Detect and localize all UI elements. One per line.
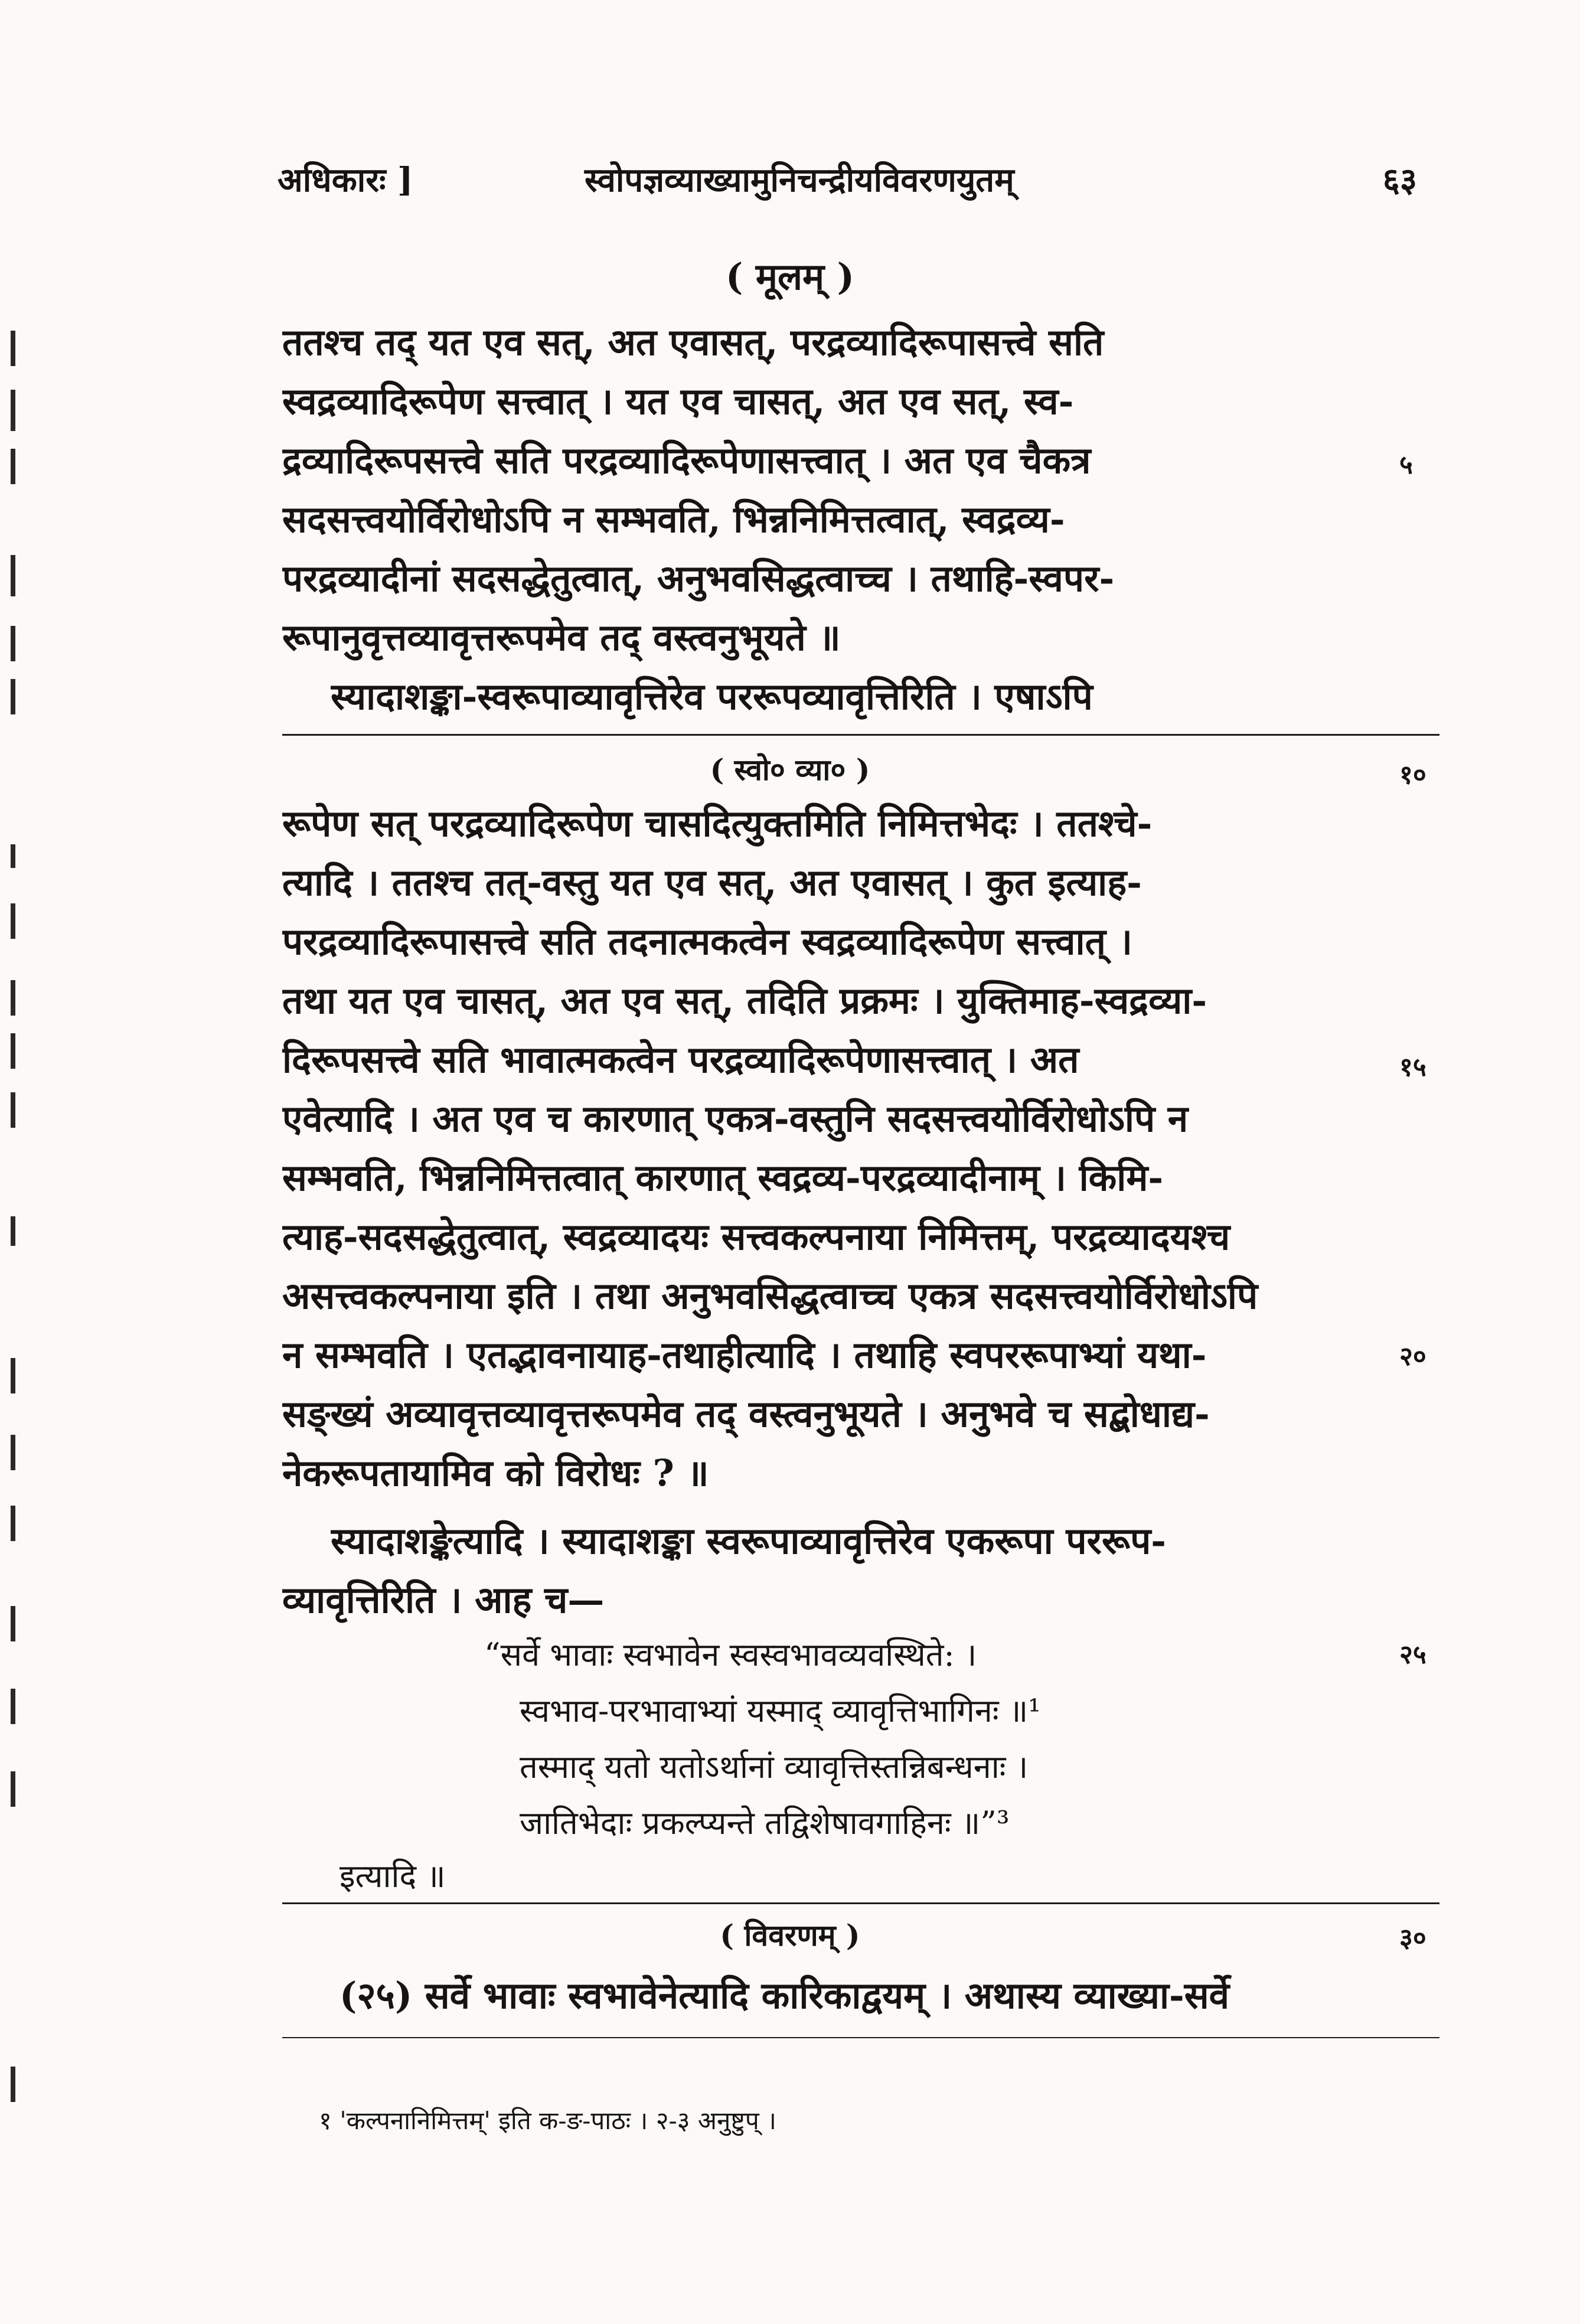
mulam-line-2: स्वद्रव्यादिरूपेण सत्त्वात् । यत एव चासत्, अत एव सत्, स्व- [282, 380, 1074, 423]
svo-line-11: सङ्ख्यं अव्यावृत्तव्यावृत्तरूपमेव तद् वस्त्वनुभूयते । अनुभवे च सद्बोधाद्य- [282, 1392, 1210, 1435]
section-heading-svopajna: ( स्वो० व्या० ) [710, 752, 870, 787]
header-left: अधिकारः ] [278, 161, 413, 200]
svo-line-12: नेकरूपतायामिव को विरोधः ? ॥ [282, 1451, 709, 1494]
footnote-divider [282, 2037, 1439, 2038]
mulam-line-5: परद्रव्यादीनां सदसद्धेतुत्वात्, अनुभवसिद्धत्वाच्च । तथाहि-स्वपर- [282, 557, 1115, 600]
left-margin-marks [0, 0, 41, 2324]
line-number-5: ५ [1399, 450, 1413, 480]
section-divider-2 [282, 1902, 1439, 1904]
verse-line-1: “सर्वे भावाः स्वभावेन स्वस्वभावव्यवस्थिते: । [484, 1636, 977, 1673]
svo-line-6: एवेत्यादि । अत एव च कारणात् एकत्र-वस्तुनि सदसत्त्वयोर्विरोधोऽपि न [282, 1097, 1189, 1140]
running-header [278, 156, 1417, 210]
svo-line-7: सम्भवति, भिन्ननिमित्तत्वात् कारणात् स्वद्रव्य-परद्रव्यादीनाम् । किमि- [282, 1156, 1164, 1199]
svo-line-3: परद्रव्यादिरूपासत्त्वे सति तदनात्मकत्वेन स्वद्रव्यादिरूपेण सत्त्वात् । [282, 920, 1132, 963]
verse-line-2: स्वभाव-परभावाभ्यां यस्माद् व्यावृत्तिभागिनः ॥¹ [520, 1692, 1041, 1729]
page-number: ६३ [1382, 161, 1417, 200]
verse-line-3: तस्माद् यतो यतोऽर्थानां व्यावृत्तिस्तन्निबन्धनाः । [520, 1748, 1029, 1786]
footnote: १ 'कल्पनानिमित्तम्' इति क-ङ-पाठः । २-३ अनुष्टुप् । [319, 2106, 776, 2135]
svo-line-2: त्यादि । ततश्च तत्-वस्तु यत एव सत्, अत एवासत् । कुत इत्याह- [282, 861, 1142, 904]
svo-line-10: न सम्भवति । एतद्भावनायाह-तथाहीत्यादि । तथाहि स्वपररूपाभ्यां यथा- [282, 1333, 1207, 1376]
line-number-30: ३० [1399, 1923, 1426, 1953]
section-heading-mulam: ( मूलम् ) [725, 255, 855, 298]
line-number-15: १५ [1399, 1052, 1426, 1082]
line-number-25: २५ [1399, 1640, 1426, 1670]
header-title: स्वोपज्ञव्याख्यामुनिचन्द्रीयविवरणयुतम् [585, 161, 1014, 200]
section-heading-vivaranam: ( विवरणम् ) [720, 1918, 860, 1953]
mulam-line-3: द्रव्यादिरूपसत्त्वे सति परद्रव्यादिरूपेणासत्त्वात् । अत एव चैकत्र [282, 439, 1091, 482]
mulam-line-4: सदसत्त्वयोर्विरोधोऽपि न सम्भवति, भिन्ननिमित्तत्वात्, स्वद्रव्य- [282, 498, 1065, 541]
vivaranam-line-1: (२५) सर्वे भावाः स्वभावेनेत्यादि कारिकाद्वयम् । अथास्य व्याख्या-सर्वे [339, 1974, 1230, 2017]
mulam-line-6: रूपानुवृत्तव्यावृत्तरूपमेव तद् वस्त्वनुभूयते ॥ [282, 616, 841, 659]
section-divider [282, 734, 1439, 736]
mulam-line-1: ततश्च तद् यत एव सत्, अत एवासत्, परद्रव्यादिरूपासत्त्वे सति [282, 321, 1104, 364]
verse-line-4: जातिभेदाः प्रकल्प्यन्ते तद्विशेषावगाहिनः ॥”³ [520, 1804, 1010, 1842]
svo-line-5: दिरूपसत्त्वे सति भावात्मकत्वेन परद्रव्यादिरूपेणासत्त्वात् । अत [282, 1038, 1079, 1081]
svo-line-4: तथा यत एव चासत्, अत एव सत्, तदिति प्रक्रमः । युक्तिमाह-स्वद्रव्या- [282, 979, 1207, 1022]
svo-line-1: रूपेण सत् परद्रव्यादिरूपेण चासदित्युक्तमिति निमित्तभेदः । ततश्चे- [282, 802, 1153, 845]
svo-line-13: स्यादाशङ्केत्यादि । स्यादाशङ्का स्वरूपाव्यावृत्तिरेव एकरूपा पररूप- [331, 1519, 1167, 1562]
svo-line-8: त्याह-सदसद्धेतुत्वात्, स्वद्रव्यादयः सत्त्वकल्पनाया निमित्तम्, परद्रव्यादयश्च [282, 1215, 1230, 1258]
svo-closing: इत्यादि ॥ [339, 1858, 446, 1895]
mulam-line-7: स्यादाशङ्का-स्वरूपाव्यावृत्तिरेव पररूपव्यावृत्तिरिति । एषाऽपि [331, 675, 1093, 718]
svo-line-14: व्यावृत्तिरिति । आह च— [282, 1578, 605, 1621]
line-number-20: २० [1399, 1341, 1426, 1372]
svo-line-9: असत्त्वकल्पनाया इति । तथा अनुभवसिद्धत्वाच्च एकत्र सदसत्त्वयोर्विरोधोऽपि [282, 1274, 1258, 1317]
line-number-10: १० [1399, 760, 1426, 790]
